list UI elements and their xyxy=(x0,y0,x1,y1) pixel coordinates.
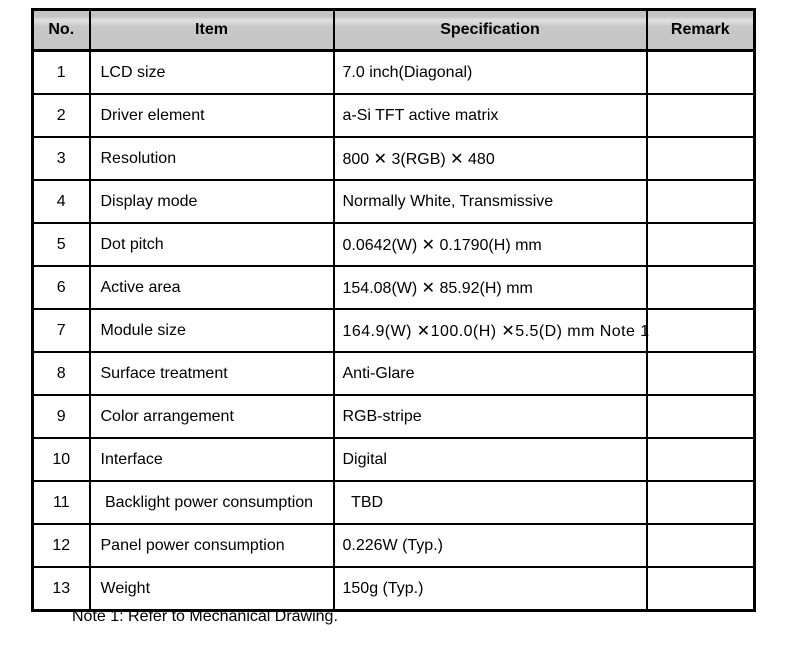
item-cell: Color arrangement xyxy=(90,395,334,438)
row-number-cell: 6 xyxy=(33,266,90,309)
item-cell: Active area xyxy=(90,266,334,309)
specification-cell: a-Si TFT active matrix xyxy=(334,94,647,137)
item-cell: Resolution xyxy=(90,137,334,180)
specification-cell: 800 ✕ 3(RGB) ✕ 480 xyxy=(334,137,647,180)
remark-cell xyxy=(647,395,755,438)
remark-cell xyxy=(647,567,755,611)
item-cell: Surface treatment xyxy=(90,352,334,395)
specification-cell: TBD xyxy=(334,481,647,524)
row-number-cell: 8 xyxy=(33,352,90,395)
item-cell: Driver element xyxy=(90,94,334,137)
table-row xyxy=(33,481,755,524)
item-cell: Weight xyxy=(90,567,334,611)
row-number-cell: 7 xyxy=(33,309,90,352)
row-number-cell: 1 xyxy=(33,51,90,95)
row-number-cell: 9 xyxy=(33,395,90,438)
remark-cell xyxy=(647,180,755,223)
note-text: Note 1: Refer to Mechanical Drawing. xyxy=(72,608,338,625)
remark-cell xyxy=(647,137,755,180)
specification-cell: 150g (Typ.) xyxy=(334,567,647,611)
table-header-row xyxy=(33,10,755,51)
item-cell: Dot pitch xyxy=(90,223,334,266)
item-cell: Display mode xyxy=(90,180,334,223)
specification-cell: 0.226W (Typ.) xyxy=(334,524,647,567)
row-number-cell: 4 xyxy=(33,180,90,223)
row-number-cell: 11 xyxy=(33,481,90,524)
header-item: Item xyxy=(90,10,334,51)
row-number-cell: 2 xyxy=(33,94,90,137)
item-cell: Backlight power consumption xyxy=(90,481,334,524)
specification-cell: 164.9(W) ✕100.0(H) ✕5.5(D) mm Note 1 xyxy=(334,309,647,352)
item-cell: Interface xyxy=(90,438,334,481)
header-specification: Specification xyxy=(334,10,647,51)
row-number-cell: 5 xyxy=(33,223,90,266)
remark-cell xyxy=(647,94,755,137)
row-number-cell: 12 xyxy=(33,524,90,567)
table-row xyxy=(33,524,755,567)
table-row xyxy=(33,137,755,180)
specification-cell: 154.08(W) ✕ 85.92(H) mm xyxy=(334,266,647,309)
item-cell: Panel power consumption xyxy=(90,524,334,567)
remark-cell xyxy=(647,266,755,309)
table-row xyxy=(33,395,755,438)
spec-table-body xyxy=(33,51,755,611)
specification-cell: Digital xyxy=(334,438,647,481)
specification-cell: Normally White, Transmissive xyxy=(334,180,647,223)
table-row xyxy=(33,352,755,395)
table-row xyxy=(33,438,755,481)
table-row xyxy=(33,223,755,266)
table-row xyxy=(33,94,755,137)
remark-cell xyxy=(647,309,755,352)
specification-cell: 0.0642(W) ✕ 0.1790(H) mm xyxy=(334,223,647,266)
table-row xyxy=(33,567,755,611)
remark-cell xyxy=(647,481,755,524)
specification-cell: RGB-stripe xyxy=(334,395,647,438)
row-number-cell: 13 xyxy=(33,567,90,611)
table-row xyxy=(33,51,755,95)
table-row xyxy=(33,180,755,223)
table-row xyxy=(33,309,755,352)
table-row xyxy=(33,266,755,309)
specification-cell: 7.0 inch(Diagonal) xyxy=(334,51,647,95)
remark-cell xyxy=(647,524,755,567)
remark-cell xyxy=(647,352,755,395)
remark-cell xyxy=(647,51,755,95)
row-number-cell: 3 xyxy=(33,137,90,180)
specification-cell: Anti-Glare xyxy=(334,352,647,395)
item-cell: LCD size xyxy=(90,51,334,95)
spec-table xyxy=(31,8,756,612)
remark-cell xyxy=(647,223,755,266)
header-remark: Remark xyxy=(647,10,755,51)
row-number-cell: 10 xyxy=(33,438,90,481)
header-no: No. xyxy=(33,10,90,51)
item-cell: Module size xyxy=(90,309,334,352)
remark-cell xyxy=(647,438,755,481)
